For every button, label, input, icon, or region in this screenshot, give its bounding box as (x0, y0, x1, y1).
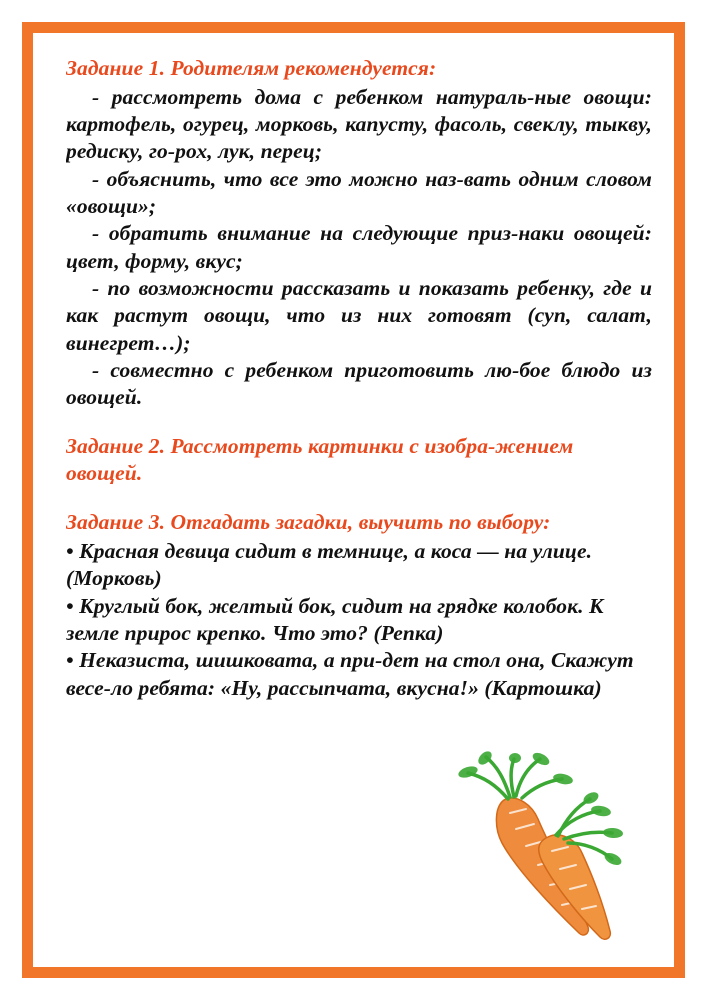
task-1-item-3: - обратить внимание на следующие приз-наки овощей: цвет, форму, вкус; (66, 221, 652, 273)
task-1-item-5: - совместно с ребенком приготовить лю-бое блюдо из овощей. (66, 357, 652, 410)
task-1-item-1: - рассмотреть дома с ребенком натураль-ные овощи: картофель, огурец, морковь, капусту, фасоль, свеклу, тыкву, редиску, го-рох, лук, перец; (66, 84, 652, 164)
riddle-item-1: • Красная девица сидит в темнице, а коса — на улице. (Морковь) (66, 539, 593, 591)
spacer-1 (66, 411, 652, 433)
task-2-heading: Задание 2. Рассмотреть картинки с изобра-жением овощей. (66, 434, 574, 486)
riddle-list (66, 538, 652, 702)
spacer-2 (66, 489, 652, 509)
orange-border-frame (22, 22, 685, 978)
task-1-item-2: - объяснить, что все это можно наз-вать одним словом «овощи»; (66, 166, 652, 219)
section-task-1 (66, 55, 652, 411)
document-content (66, 55, 652, 957)
riddle-item-2: • Круглый бок, желтый бок, сидит на грядке колобок. К земле прирос крепко. Что это? (Репка) (66, 593, 604, 645)
riddle-item-3: • Неказиста, шишковата, а при-дет на стол она, Скажут весе-ло ребята: «Ну, рассыпчата, вкусна!» (Картошка) (66, 648, 634, 700)
section-task-3 (66, 509, 652, 702)
task-1-heading: Задание 1. Родителям рекомендуется: (66, 56, 437, 80)
task-3-heading: Задание 3. Отгадать загадки, выучить по выбору: (66, 510, 551, 535)
task-1-item-4: - по возможности рассказать и показать ребенку, где и как растут овощи, что из них готовят (суп, салат, винегрет…); (66, 275, 652, 355)
section-task-2 (66, 433, 652, 487)
